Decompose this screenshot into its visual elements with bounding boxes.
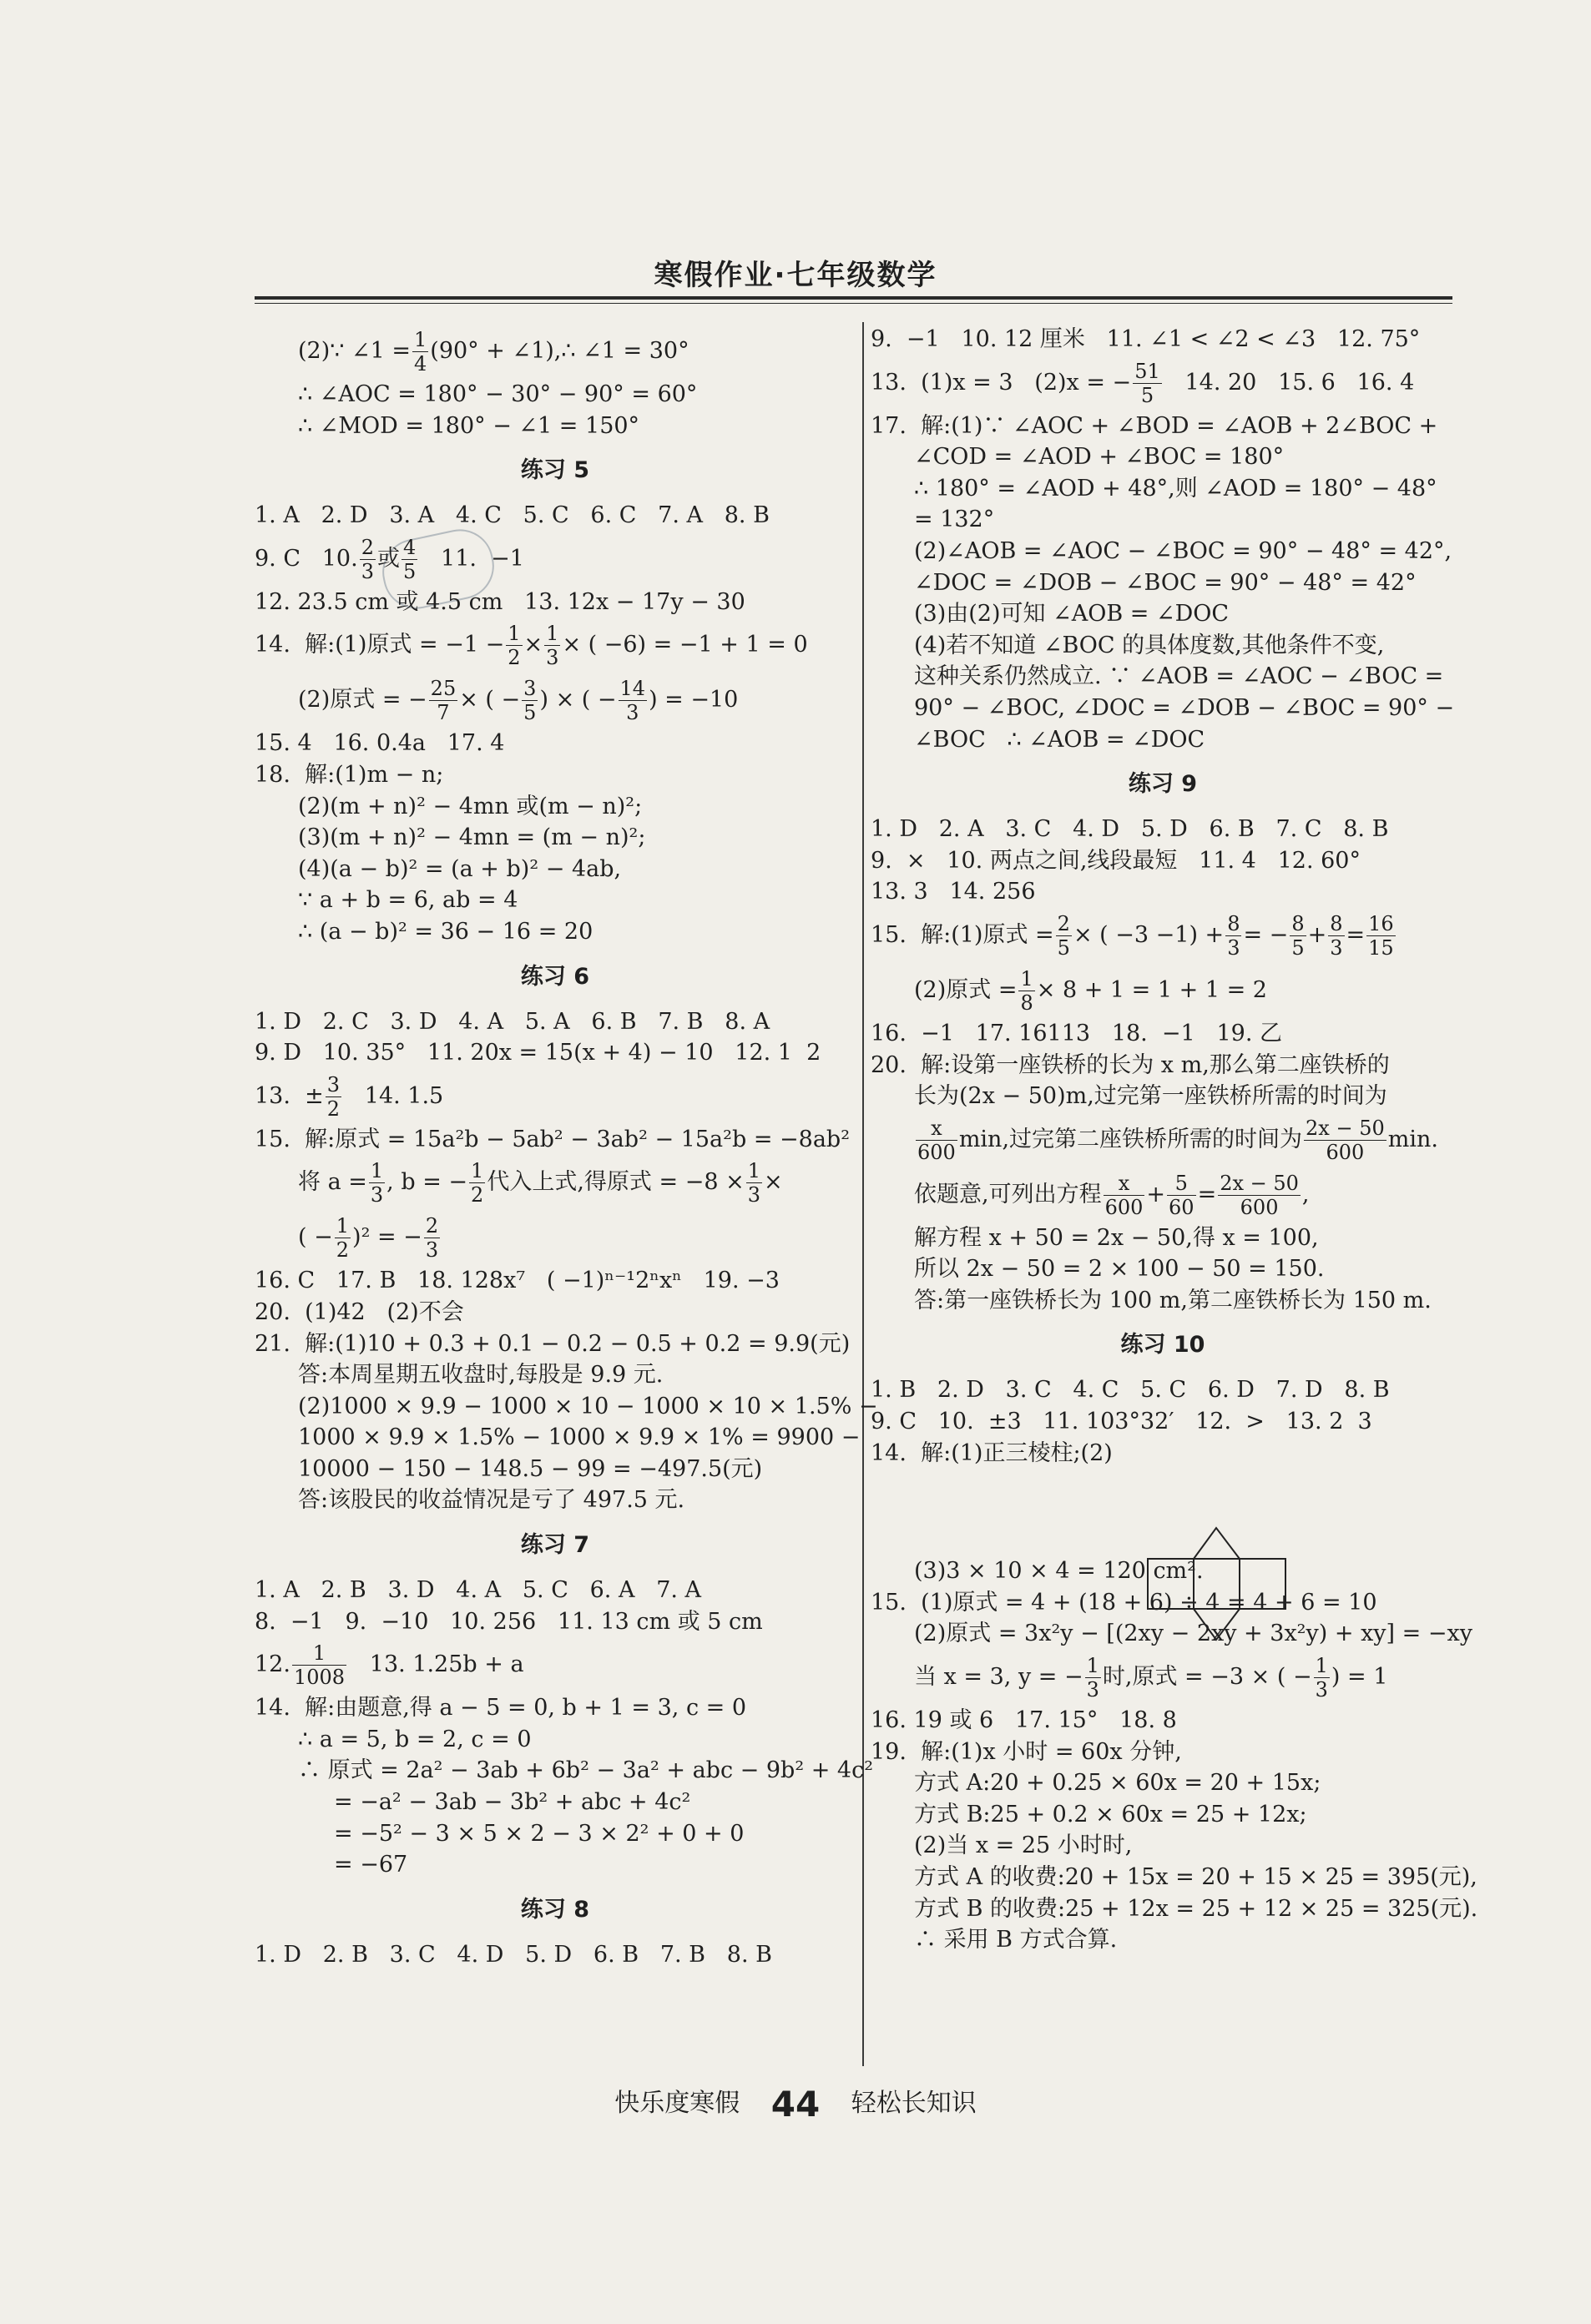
- answer-line: (2)1000 × 9.9 − 1000 × 10 − 1000 × 10 × 1.5% −: [298, 1393, 878, 1419]
- answer-line: = 132°: [914, 507, 995, 533]
- page-footer: [0, 2082, 1591, 2125]
- answer-line: ∴ 180° = ∠AOD + 48°,则 ∠AOD = 180° − 48°: [914, 475, 1437, 502]
- section-title: 练习 9: [1128, 771, 1198, 798]
- answer-line: 1. D 2. A 3. C 4. D 5. D 6. B 7. C 8. B: [871, 816, 1389, 843]
- answer-line: 1000 × 9.9 × 1.5% − 1000 × 9.9 × 1% = 9900 −: [298, 1424, 861, 1451]
- answer-line: (3)3 × 10 × 4 = 120 cm².: [914, 1558, 1204, 1585]
- answer-line: 方式 B 的收费:25 + 12x = 25 + 12 × 25 = 325(元).: [914, 1895, 1478, 1922]
- answer-line: 16. 19 或 6 17. 15° 18. 8: [871, 1707, 1177, 1734]
- answer-line: 方式 A:20 + 0.25 × 60x = 20 + 15x;: [914, 1770, 1321, 1797]
- answer-line: ∠BOC ∴ ∠AOB = ∠DOC: [914, 726, 1205, 753]
- answer-line: = −a² − 3ab − 3b² + abc + 4c²: [334, 1789, 691, 1816]
- answer-line: 解方程 x + 50 = 2x − 50,得 x = 100,: [914, 1224, 1319, 1251]
- answer-line: 12. $\frac{1}{1008}$ 13. 1.25b + a: [255, 1641, 524, 1690]
- page-header-title: 寒假作业·七年级数学: [654, 259, 937, 292]
- answer-line: 9. D 10. 35° 11. 20x = 15(x + 4) − 10 12. 1 2: [255, 1040, 821, 1066]
- answer-line: 1. A 2. D 3. A 4. C 5. C 6. C 7. A 8. B: [255, 502, 770, 529]
- answer-line: ∠COD = ∠AOD + ∠BOC = 180°: [914, 444, 1285, 471]
- column-divider: [862, 322, 864, 2066]
- answer-line: 1. D 2. C 3. D 4. A 5. A 6. B 7. B 8. A: [255, 1008, 770, 1035]
- answer-line: 这种关系仍然成立. ∵ ∠AOB = ∠AOC − ∠BOC =: [914, 663, 1444, 690]
- answer-line: = −67: [334, 1852, 408, 1878]
- footer-right-text: 轻松长知识: [851, 2089, 977, 2118]
- answer-line: $\frac{x}{600}$ min,过完第二座铁桥所需的时间为 $\frac{2x - 50}{600}$ min.: [917, 1116, 1438, 1164]
- answer-line: 9. C 10. $\frac{2}{3}$ 或 $\frac{4}{5}$ 11. −1: [255, 535, 524, 583]
- answer-line: 所以 2x − 50 = 2 × 100 − 50 = 150.: [914, 1256, 1325, 1283]
- answer-line: ∴ ∠AOC = 180° − 30° − 90° = 60°: [298, 381, 698, 407]
- answer-line: 14. 解:(1)正三棱柱;(2): [871, 1439, 1113, 1466]
- answer-line: 答:第一座铁桥长为 100 m,第二座铁桥长为 150 m.: [914, 1287, 1432, 1313]
- answer-line: 方式 B:25 + 0.2 × 60x = 25 + 12x;: [914, 1801, 1307, 1827]
- answer-line: ∴ a = 5, b = 2, c = 0: [298, 1726, 532, 1752]
- answer-line: 15. (1)原式 = 4 + (18 + 6) ÷ 4 = 4 + 6 = 10: [871, 1589, 1377, 1616]
- answer-line: 18. 解:(1)m − n;: [255, 761, 444, 788]
- left-column: [255, 324, 878, 1970]
- answer-line: (4)若不知道 ∠BOC 的具体度数,其他条件不变,: [914, 632, 1385, 658]
- section-title: 练习 7: [520, 1532, 590, 1559]
- answer-line: (2)原式 = 3x²y − [(2xy − 2xy + 3x²y) + xy] = −xy: [914, 1621, 1472, 1647]
- answer-line: 20. 解:设第一座铁桥的长为 x m,那么第二座铁桥的: [871, 1051, 1390, 1078]
- answer-line: 长为(2x − 50)m,过完第一座铁桥所需的时间为: [914, 1083, 1387, 1110]
- fraction: $\frac{1}{4}$: [414, 328, 427, 376]
- answer-line: 将 a = $\frac{1}{3}$ , b = − $\frac{1}{2}$ 代入上式,得原式 = −8 × $\frac{1}{3}$ ×: [298, 1159, 783, 1207]
- answer-line: 21. 解:(1)10 + 0.3 + 0.1 − 0.2 − 0.5 + 0.2 = 9.9(元): [255, 1330, 851, 1357]
- answer-line: 19. 解:(1)x 小时 = 60x 分钟,: [871, 1738, 1182, 1765]
- page-number: 44: [770, 2084, 821, 2125]
- net-bottom-triangle: [1194, 1609, 1240, 1640]
- answer-line: 当 x = 3, y = − $\frac{1}{3}$ 时,原式 = −3 × ( − $\frac{1}{3}$ ) = 1: [914, 1654, 1388, 1702]
- answer-line: 1. A 2. B 3. D 4. A 5. C 6. A 7. A: [255, 1577, 702, 1604]
- section-title: 练习 6: [520, 963, 590, 990]
- answer-line: ∠DOC = ∠DOB − ∠BOC = 90° − 48° = 42°: [914, 569, 1417, 596]
- answer-line: 9. C 10. ±3 11. 103°32′ 12. > 13. 2 3: [871, 1409, 1372, 1435]
- answer-line: 8. −1 9. −10 10. 256 11. 13 cm 或 5 cm: [255, 1608, 763, 1635]
- net-rectangle: [1148, 1559, 1285, 1609]
- answer-line: 14. 解:(1)原式 = −1 − $\frac{1}{2}$ × $\frac{1}{3}$ × ( −6) = −1 + 1 = 0: [255, 622, 808, 670]
- answer-line: 1. D 2. B 3. C 4. D 5. D 6. B 7. B 8. B: [255, 1941, 772, 1968]
- answer-line: 16. C 17. B 18. 128x⁷ ( −1)ⁿ⁻¹2ⁿxⁿ 19. −3: [255, 1268, 780, 1294]
- answer-line: (3)由(2)可知 ∠AOB = ∠DOC: [914, 601, 1230, 628]
- answer-line: 9. −1 10. 12 厘米 11. ∠1 < ∠2 < ∠3 12. 75°: [871, 326, 1421, 352]
- answer-line: = −5² − 3 × 5 × 2 − 3 × 2² + 0 + 0: [334, 1820, 745, 1847]
- answer-line: (2)当 x = 25 小时时,: [914, 1832, 1133, 1859]
- answer-line: (3)(m + n)² − 4mn = (m − n)²;: [298, 824, 646, 851]
- answer-line: ( − $\frac{1}{2}$ )² = − $\frac{2}{3}$: [298, 1214, 439, 1263]
- answer-line: 10000 − 150 − 148.5 − 99 = −497.5(元): [298, 1455, 763, 1482]
- prism-net-diagram: [1144, 1525, 1294, 1646]
- answer-line: 15. 解:(1)原式 = $\frac{2}{5}$ × ( −3 −1) + $\frac{8}{3}$ = − $\frac{8}{5}$ + $\frac{8}{3}$ = $\frac{16}{15}$: [871, 911, 1394, 960]
- section-title: 练习 5: [520, 457, 590, 484]
- answer-line: (2)原式 = $\frac{1}{8}$ × 8 + 1 = 1 + 1 = 2: [914, 966, 1267, 1015]
- net-top-triangle: [1194, 1528, 1240, 1559]
- answer-line: 16. −1 17. 16113 18. −1 19. 乙: [871, 1020, 1282, 1046]
- answer-line: 9. × 10. 两点之间,线段最短 11. 4 12. 60°: [871, 847, 1361, 874]
- answer-line: 答:本周星期五收盘时,每股是 9.9 元.: [298, 1362, 664, 1389]
- header-rule-thin: [255, 303, 1452, 304]
- answer-line: 13. ± $\frac{3}{2}$ 14. 1.5: [255, 1072, 444, 1121]
- answer-line: ∴ (a − b)² = 36 − 16 = 20: [298, 918, 593, 945]
- header-rule: [255, 296, 1452, 300]
- section-title: 练习 10: [1120, 1332, 1205, 1359]
- answer-line: 13. 3 14. 256: [871, 879, 1036, 905]
- answer-line: 15. 解:原式 = 15a²b − 5ab² − 3ab² − 15a²b = −8ab²: [255, 1126, 851, 1152]
- answer-line: ∴ 原式 = 2a² − 3ab + 6b² − 3a² + abc − 9b² + 4c²: [298, 1757, 874, 1784]
- section-title: 练习 8: [520, 1896, 590, 1923]
- answer-line: ∴ ∠MOD = 180° − ∠1 = 150°: [298, 412, 640, 439]
- footer-left-text: 快乐度寒假: [614, 2089, 740, 2118]
- answer-line: 14. 解:由题意,得 a − 5 = 0, b + 1 = 3, c = 0: [255, 1695, 747, 1722]
- answer-line: 15. 4 16. 0.4a 17. 4: [255, 730, 505, 757]
- answer-line: 13. (1)x = 3 (2)x = − $\frac{51}{5}$ 14. 20 15. 6 16. 4: [871, 359, 1415, 407]
- answer-line: 1. B 2. D 3. C 4. C 5. C 6. D 7. D 8. B: [871, 1377, 1390, 1404]
- answer-line: 90° − ∠BOC, ∠DOC = ∠DOB − ∠BOC = 90° −: [914, 694, 1455, 721]
- answer-line: 17. 解:(1)∵ ∠AOC + ∠BOD = ∠AOB + 2∠BOC +: [871, 412, 1438, 439]
- answer-line: ∵ a + b = 6, ab = 4: [298, 887, 518, 914]
- answer-line: (2)∵ ∠1 = $\frac{1}{4}$ (90° + ∠1),∴ ∠1 = 30°: [298, 328, 689, 376]
- answer-line: 12. 23.5 cm 或 4.5 cm 13. 12x − 17y − 30: [255, 588, 745, 615]
- answer-line: 方式 A 的收费:20 + 15x = 20 + 15 × 25 = 395(元),: [914, 1864, 1477, 1890]
- answer-line: 20. (1)42 (2)不会: [255, 1298, 464, 1325]
- answer-line: (2)(m + n)² − 4mn 或(m − n)²;: [298, 793, 643, 819]
- answer-line: 依题意,可列出方程 $\frac{x}{600}$ + $\frac{5}{60}$ = $\frac{2x - 50}{600}$ ,: [914, 1171, 1310, 1219]
- right-column: [871, 324, 1478, 1956]
- answer-line: (2)∠AOB = ∠AOC − ∠BOC = 90° − 48° = 42°,: [914, 537, 1452, 564]
- answer-line: (4)(a − b)² = (a + b)² − 4ab,: [298, 855, 622, 882]
- answer-line: (2)原式 = − $\frac{25}{7}$ × ( − $\frac{3}{5}$ ) × ( − $\frac{14}{3}$ ) = −10: [298, 677, 739, 725]
- answer-line: ∴ 采用 B 方式合算.: [914, 1927, 1118, 1953]
- answer-line: 答:该股民的收益情况是亏了 497.5 元.: [298, 1487, 685, 1514]
